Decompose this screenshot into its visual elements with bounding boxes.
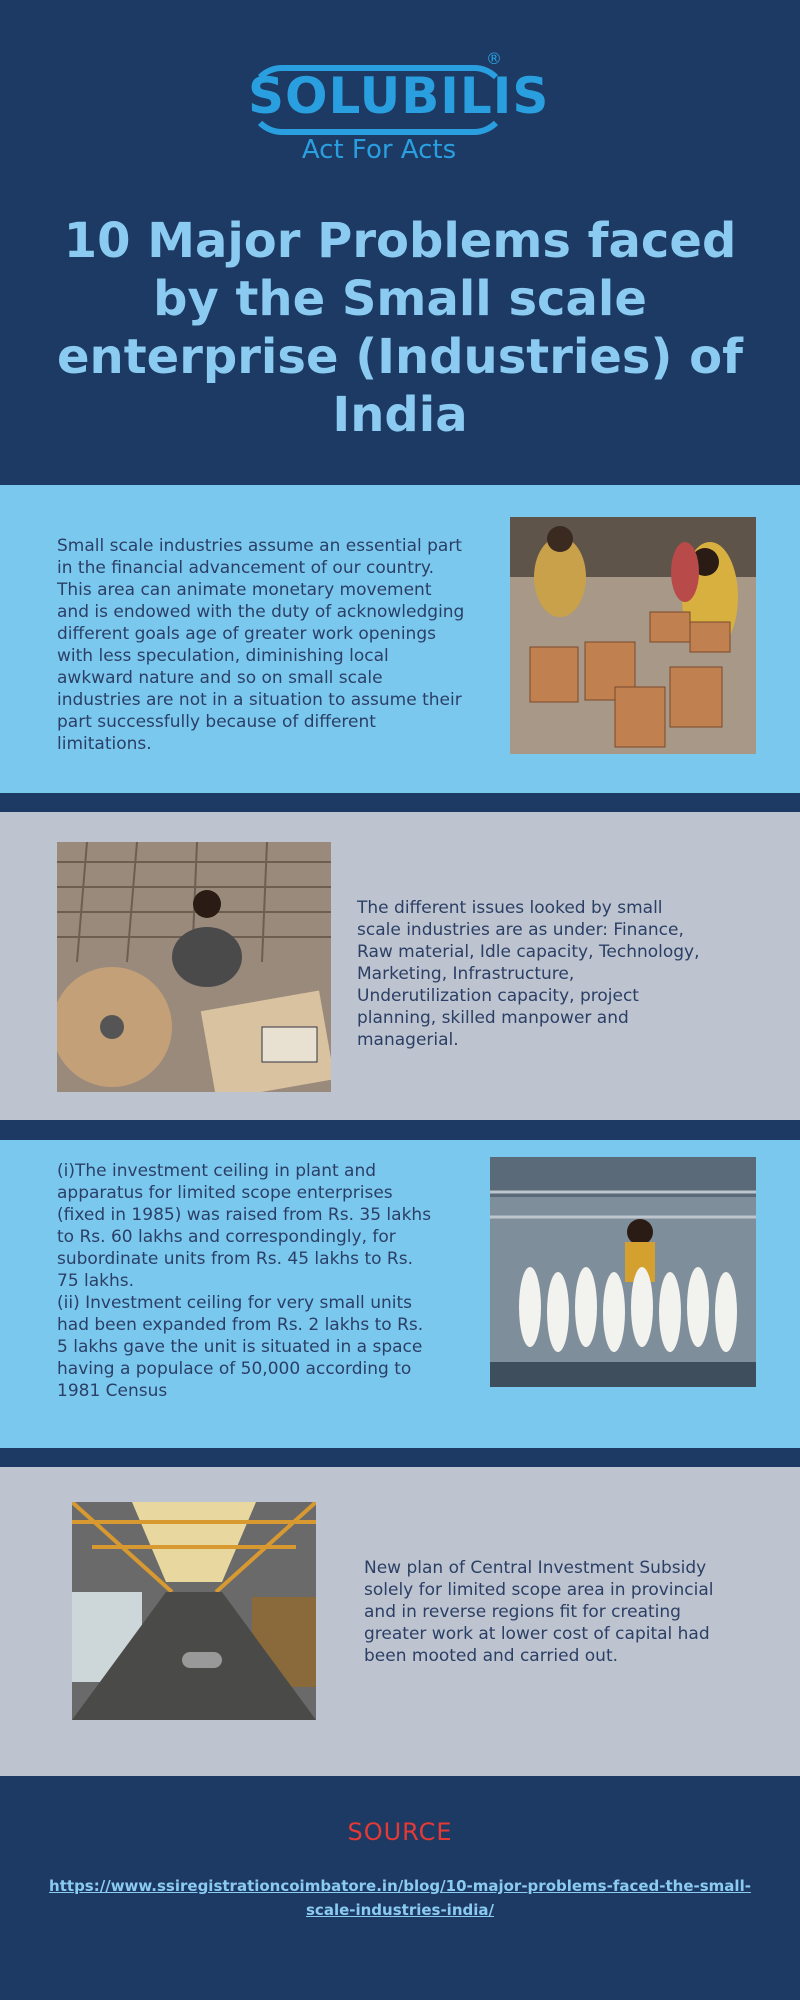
brand-name: SOLUBILIS — [248, 67, 550, 125]
cardboard-box-worker-photo — [57, 842, 331, 1092]
investment-paragraph-1: (i)The investment ceiling in plant and apparatus for limited scope enterprises (fixed in 1985) was raised from Rs. 35 lakhs to Rs. 60 lakhs and correspondingly, for subordinate units from Rs. 45 lakhs to Rs. 75 lakhs. — [57, 1161, 432, 1291]
textile-spinning-machine-photo — [490, 1157, 756, 1387]
header — [0, 0, 800, 485]
factory-interior-photo — [72, 1502, 316, 1720]
investment-text — [57, 1160, 437, 1402]
intro-paragraph: Small scale industries assume an essential part in the financial advancement of our country. This area can animate monetary movement and is endowed with the duty of acknowledging different goals age of greater work openings with less speculation, diminishing local awkward nature and so on small scale industries are not in a situation to assume their part successfully because of different limitations. — [57, 536, 465, 754]
subsidy-paragraph: New plan of Central Investment Subsidy solely for limited scope area in provincial and in reverse regions fit for creating greater work at lower cost of capital had been mooted and carried out. — [364, 1558, 714, 1666]
section-subsidy — [0, 1467, 800, 1776]
issues-paragraph: The different issues looked by small scale industries are as under: Finance, Raw material, Idle capacity, Technology, Marketing, Infrastructure, Underutilization capacity, project planning, skilled manpower and managerial. — [357, 898, 700, 1050]
source-link[interactable]: https://www.ssiregistrationcoimbatore.in/blog/10-major-problems-faced-the-small-scale-industries-india/ — [49, 1877, 751, 1919]
page-title: 10 Major Problems faced by the Small scale enterprise (Industries) of India — [57, 213, 743, 443]
brand-tagline: Act For Acts — [301, 135, 457, 165]
source-label: SOURCE — [347, 1818, 453, 1846]
registered-mark: ® — [486, 49, 502, 68]
brand-logo — [248, 49, 550, 170]
workers-stacking-bricks-photo — [510, 517, 756, 754]
section-issues — [0, 812, 800, 1120]
section-intro — [0, 485, 800, 793]
section-investment — [0, 1140, 800, 1448]
investment-paragraph-2: (ii) Investment ceiling for very small units had been expanded from Rs. 2 lakhs to Rs. 5 lakhs gave the unit is situated in a space having a populace of 50,000 according to 1981 Census — [57, 1293, 424, 1401]
